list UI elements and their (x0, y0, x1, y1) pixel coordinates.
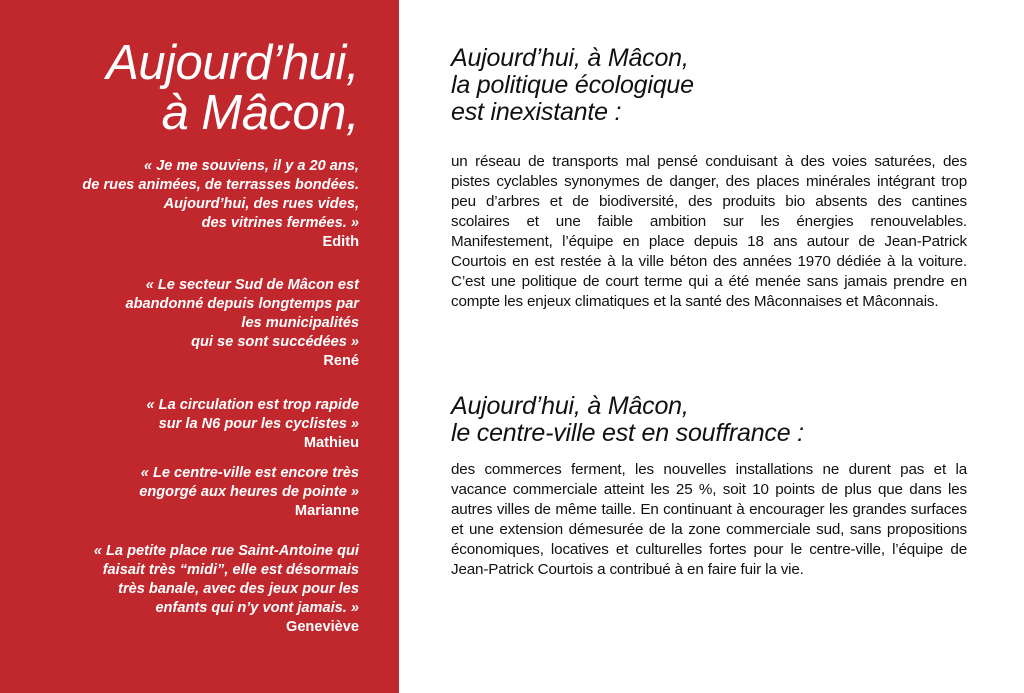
testimonials-panel (0, 0, 399, 693)
quote-author: Edith (322, 234, 359, 250)
quote-text: « Je me souviens, il y a 20 ans, de rues animées, de terrasses bondées. Aujourd’hui, des rues vides, des vitrines fermées. » (82, 158, 359, 231)
quote-item (147, 396, 359, 453)
panel-title-line-1: Aujourd’hui, (106, 36, 359, 90)
ecology-heading-line-2: la politique écologique (451, 71, 694, 99)
quote-text: « La petite place rue Saint-Antoine qui faisait très “midi”, elle est désormais très banale, avec des jeux pour les enfants qui n’y vont jamais. » (93, 543, 359, 616)
quote-author: René (323, 353, 359, 369)
panel-title (106, 38, 359, 138)
ecology-heading-line-1: Aujourd’hui, à Mâcon, (451, 44, 689, 72)
quote-text: « La circulation est trop rapide sur la N6 pour les cyclistes » (146, 397, 359, 432)
city-center-body: des commerces ferment, les nouvelles installations ne durent pas et la vacance commerciale atteint les 25 %, soit 10 points de plus que dans les autres villes de même taille. En continuant à encourager les grandes surfaces et une extension démesurée de la zone commerciale sud, sans propositions économiques, locatives et culturelles fortes pour le centre-ville, l’équipe de Jean-Patrick Courtois a contribué à en faire fuir la vie. (451, 461, 967, 578)
ecology-heading-line-3: est inexistante : (451, 98, 622, 126)
quote-author: Mathieu (303, 435, 359, 451)
city-center-heading (451, 393, 967, 447)
city-center-heading-line-2: le centre-ville est en souffrance : (451, 419, 804, 447)
quote-item (125, 276, 359, 371)
content-column (451, 0, 967, 693)
quote-text: « Le secteur Sud de Mâcon est abandonné depuis longtemps par les municipalités qui se sont succédées » (125, 277, 359, 350)
ecology-heading (451, 45, 967, 126)
quote-item (139, 464, 359, 521)
quote-item (82, 157, 359, 252)
panel-title-line-2: à Mâcon, (161, 86, 359, 140)
city-center-heading-line-1: Aujourd’hui, à Mâcon, (451, 392, 689, 420)
quote-item (94, 542, 359, 637)
ecology-body: un réseau de transports mal pensé conduisant à des voies saturées, des pistes cyclables synonymes de danger, des places minérales intégrant trop peu d’arbres et de biodiversité, des produits bio absents des cantines scolaires et une faible ambition sur les énergies renouvelables. Manifestement, l’équipe en place depuis 18 ans autour de Jean-Patrick Courtois en est restée à la ville béton des années 1970 dédiée à la voiture. C’est une politique de court terme qui a été menée sans jamais prendre en compte les enjeux climatiques et la santé des Mâconnaises et Mâconnais. (451, 153, 967, 310)
quote-author: Marianne (294, 503, 359, 519)
quote-author: Geneviève (285, 619, 359, 635)
quote-text: « Le centre-ville est encore très engorgé aux heures de pointe » (139, 465, 359, 500)
